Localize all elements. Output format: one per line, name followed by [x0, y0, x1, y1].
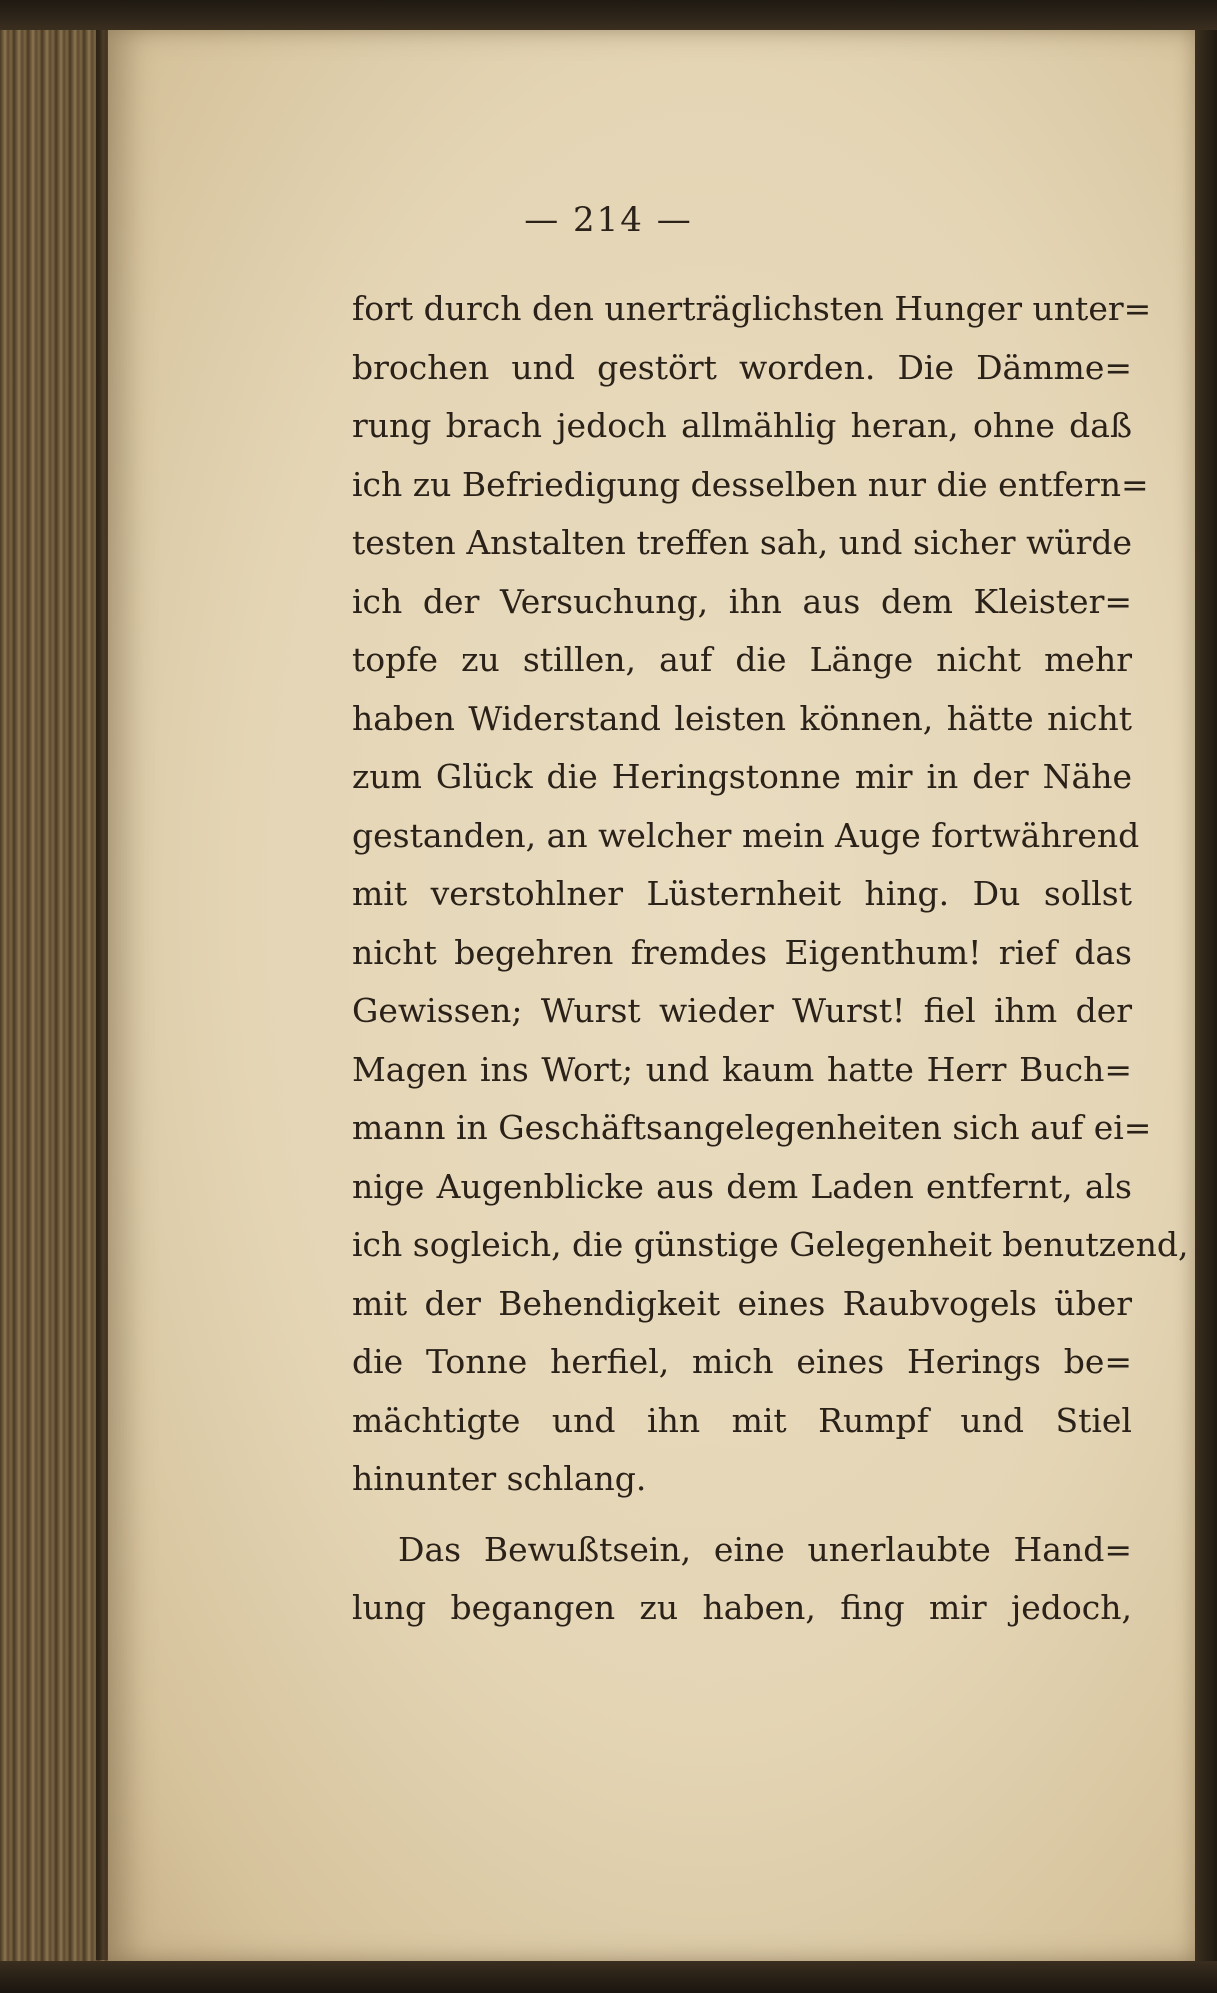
paragraph-gap [352, 1509, 1132, 1521]
text-line: fort durch den unerträglichsten Hunger unter= [352, 289, 1152, 328]
text-line: ich der Versuchung, ihn aus dem Kleister= [352, 581, 1132, 621]
bottom-page-edge [0, 1961, 1217, 1993]
text-line: haben Widerstand leisten können, hätte nicht [352, 698, 1132, 738]
page-number: — 214 — [524, 200, 693, 240]
text-line: Das Bewußtsein, eine unerlaubte Hand= [398, 1529, 1132, 1569]
text-line: mit verstohlner Lüsternheit hing. Du sollst [352, 874, 1132, 913]
text-line: hinunter schlang. [352, 1459, 647, 1498]
body-text [352, 280, 1189, 1638]
text-line: rung brach jedoch allmählig heran, ohne daß [352, 406, 1132, 445]
text-line: die Tonne herfiel, mich eines Herings be= [352, 1342, 1132, 1381]
paragraph [352, 1521, 1132, 1638]
text-line: nicht begehren fremdes Eigenthum! rief das [352, 932, 1132, 972]
top-page-edge [0, 0, 1217, 30]
text-line: zum Glück die Heringstonne mir in der Nähe [352, 757, 1132, 796]
text-line: lung begangen zu haben, fing mir jedoch, [352, 1588, 1132, 1627]
text-line: Magen ins Wort; und kaum hatte Herr Buch= [352, 1049, 1132, 1089]
text-line: topfe zu stillen, auf die Länge nicht mehr [352, 640, 1132, 679]
text-line: ich sogleich, die günstige Gelegenheit benutzend, [352, 1225, 1189, 1264]
text-line: nige Augenblicke aus dem Laden entfernt, als [352, 1166, 1132, 1206]
right-page-edge [1195, 0, 1217, 1993]
paragraph [352, 280, 1189, 1509]
text-line: ich zu Befriedigung desselben nur die entfern= [352, 464, 1149, 504]
text-line: mann in Geschäftsangelegenheiten sich auf ei= [352, 1108, 1152, 1147]
page-stack-edge [0, 0, 110, 1993]
text-line: gestanden, an welcher mein Auge fortwährend [352, 815, 1140, 855]
text-line: brochen und gestört worden. Die Dämme= [352, 347, 1132, 387]
text-line: testen Anstalten treffen sah, und sicher würde [352, 523, 1132, 562]
text-line: mit der Behendigkeit eines Raubvogels über [352, 1283, 1132, 1323]
text-line: mächtigte und ihn mit Rumpf und Stiel [352, 1400, 1132, 1440]
text-line: Gewissen; Wurst wieder Wurst! fiel ihm der [352, 991, 1132, 1030]
